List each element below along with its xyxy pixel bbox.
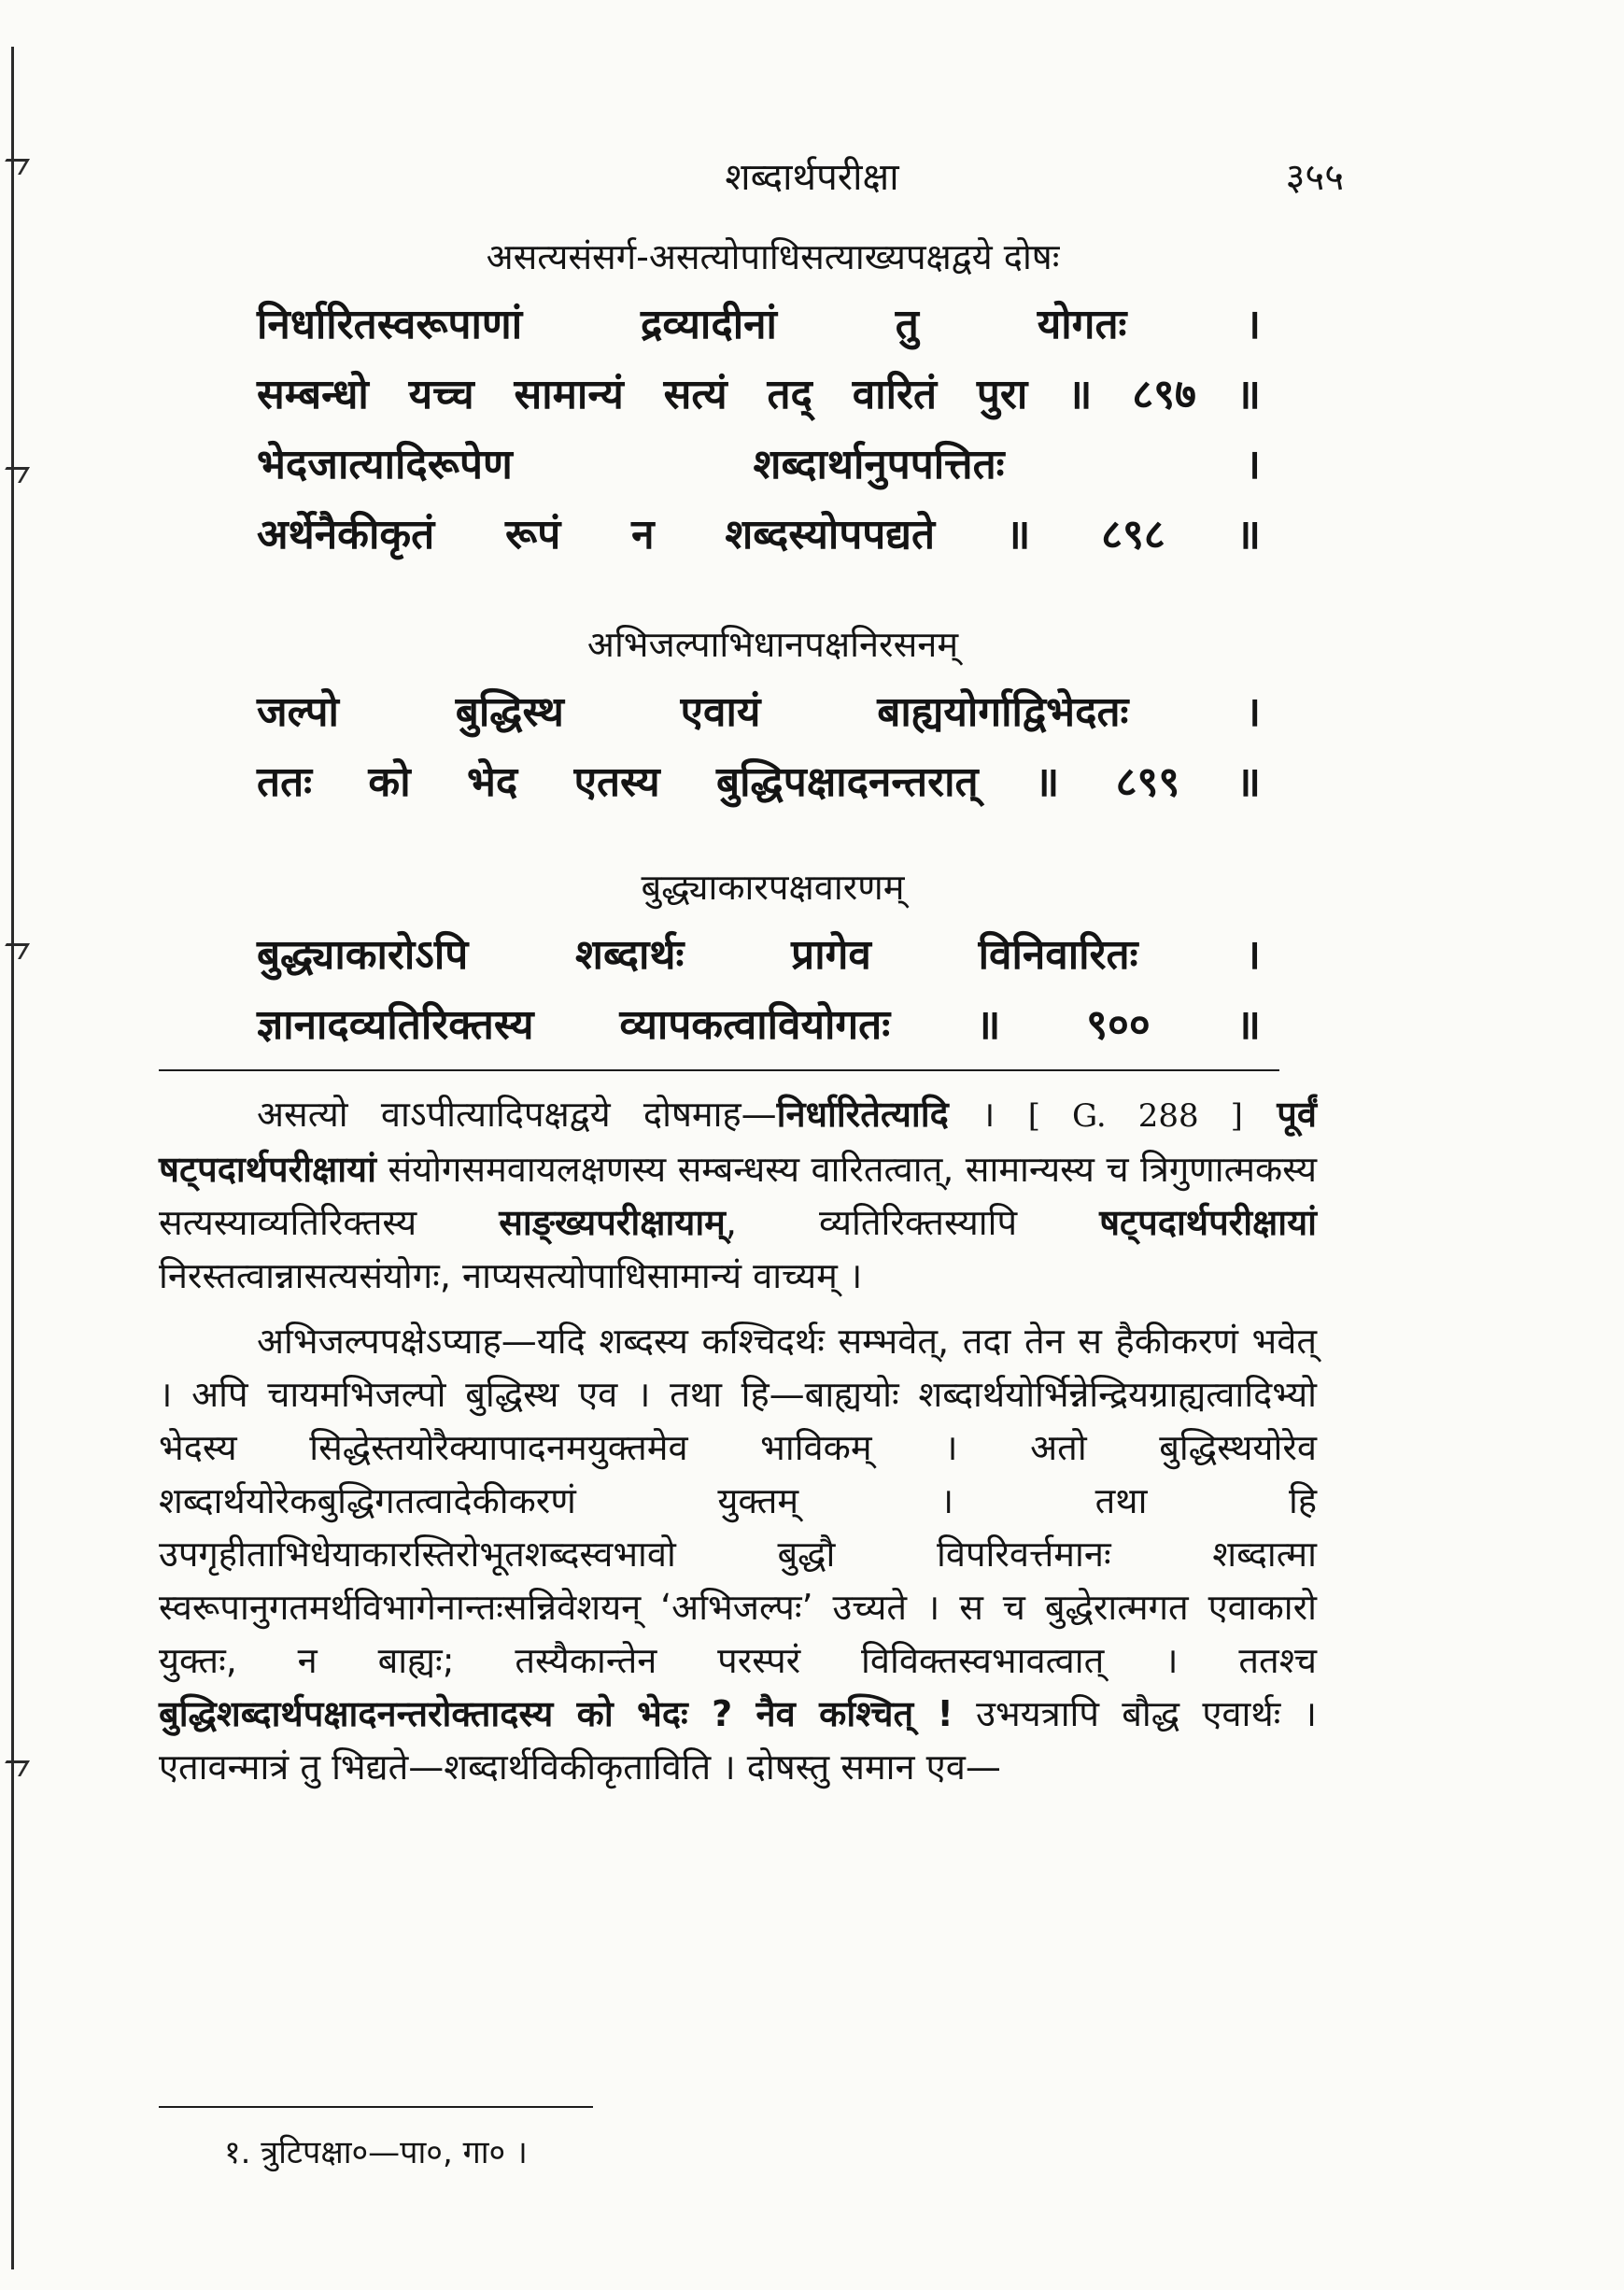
binding-mark [0, 467, 30, 483]
commentary-text: । [948, 1094, 1028, 1135]
commentary-paragraph [159, 1088, 1317, 1303]
section-heading: असत्यसंसर्ग-असत्योपाधिसत्याख्यपक्षद्वये दोषः [486, 236, 1060, 277]
commentary-text: , व्यतिरिक्तस्यापि [725, 1202, 1100, 1243]
verse-line: भेदजात्यादिरूपेण शब्दार्थानुपपत्तितः । [257, 441, 1261, 488]
page-reference: [ G. 288 ] [1027, 1097, 1243, 1135]
commentary-emphasis: बुद्धिशब्दार्थपक्षादनन्तरोक्तादस्य को भेदः ? नैव कश्चित् ! [159, 1693, 953, 1734]
verse-line: सम्बन्धो यच्च सामान्यं सत्यं तद् वारितं पुरा ॥ ८९७ ॥ [257, 371, 1261, 418]
running-title: शब्दार्थपरीक्षा [725, 156, 899, 199]
binding-edge [11, 47, 14, 2269]
commentary-text: निरस्तत्वान्नासत्यसंयोगः, नाप्यसत्योपाधिसामान्यं वाच्यम् । [159, 1255, 863, 1296]
page-header [0, 149, 1624, 205]
section-2 [257, 612, 1261, 817]
verse-line: बुद्ध्याकारोऽपि शब्दार्थः प्रागेव विनिवारितः । [257, 931, 1261, 979]
binding-mark [0, 943, 30, 959]
section-3 [257, 855, 1261, 1060]
commentary-text: उभयत्रापि बौद्ध एवार्थः । एतावन्मात्रं तु भिद्यते—शब्दार्थविकीकृताविति । दोषस्तु समान एव— [159, 1693, 1317, 1788]
verse-line: अर्थेनैकीकृतं रूपं न शब्दस्योपपद्यते ॥ ८९८ ॥ [257, 511, 1261, 558]
commentary-text: अभिजल्पपक्षेऽप्याह—यदि शब्दस्य कश्चिदर्थः सम्भवेत्, तदा तेन स हैकीकरणं भवेत् । अपि चायमभिजल्पो बुद्धिस्थ एव । तथा हि—बाह्ययोः शब्दार्थयोर्भिन्नेन्द्रियग्राह्यत्वादिभ्यो भेदस्य सिद्धेस्तयोरैक्यापादनमयुक्तमेव भाविकम् । अतो बुद्धिस्थयोरेव शब्दार्थयोरेकबुद्धिगतत्वादेकीकरणं युक्तम् । तथा हि उपगृहीताभिधेयाकारस्तिरोभूतशब्दस्वभावो बुद्धौ विपरिवर्त्तमानः शब्दात्मा स्वरूपानुगतमर्थविभागेनान्तःसन्निवेशयन् ‘अभिजल्पः’ उच्यते । स च बुद्धेरात्मगत एवाकारो युक्तः, न बाह्यः; तस्यैकान्तेन परस्परं विविक्तस्वभावत्वात् । ततश्च [159, 1321, 1317, 1681]
verse-line: जल्पो बुद्धिस्थ एवायं बाह्ययोर्गाद्विभेदतः । [257, 688, 1261, 736]
commentary-emphasis: षट्पदार्थपरीक्षायां [1099, 1202, 1318, 1243]
commentary-emphasis: साङ्ख्यपरीक्षायाम् [499, 1202, 726, 1243]
commentary [159, 1088, 1317, 1794]
section-1 [257, 224, 1261, 570]
binding-mark [0, 1760, 30, 1776]
verse-line: ततः को भेद एतस्य बुद्धिपक्षादनन्तरात् ॥ ८९९ ॥ [257, 758, 1261, 806]
section-heading: अभिजल्पाभिधानपक्षनिरसनम् [586, 624, 959, 665]
commentary-paragraph [159, 1315, 1317, 1794]
commentary-text: असत्यो वाऽपीत्यादिपक्षद्वये दोषमाह— [257, 1094, 777, 1135]
commentary-emphasis: निर्धारितेत्यादि [776, 1094, 949, 1135]
verse-line: निर्धारितस्वरूपाणां द्रव्यादीनां तु योगतः । [257, 301, 1261, 348]
verse-commentary-divider [159, 1069, 1279, 1071]
verse-line: ज्ञानादव्यतिरिक्तस्य व्यापकत्वावियोगतः ॥ ९०० ॥ [257, 1001, 1261, 1049]
footnote: १. त्रुटिपक्षा०—पा०, गा० । [224, 2134, 528, 2171]
page-number: ३५५ [1285, 156, 1344, 199]
commentary-emphasis: पूर्वं षट्पदार्थपरीक्षायां [159, 1094, 1318, 1190]
section-heading: बुद्ध्याकारपक्षवारणम् [641, 867, 905, 908]
footnote-divider [159, 2106, 593, 2108]
commentary-text: संयोगसमवायलक्षणस्य सम्बन्धस्य वारितत्वात्, सामान्यस्य च त्रिगुणात्मकस्य सत्यस्याव्यतिरिक्तस्य [159, 1149, 1317, 1243]
